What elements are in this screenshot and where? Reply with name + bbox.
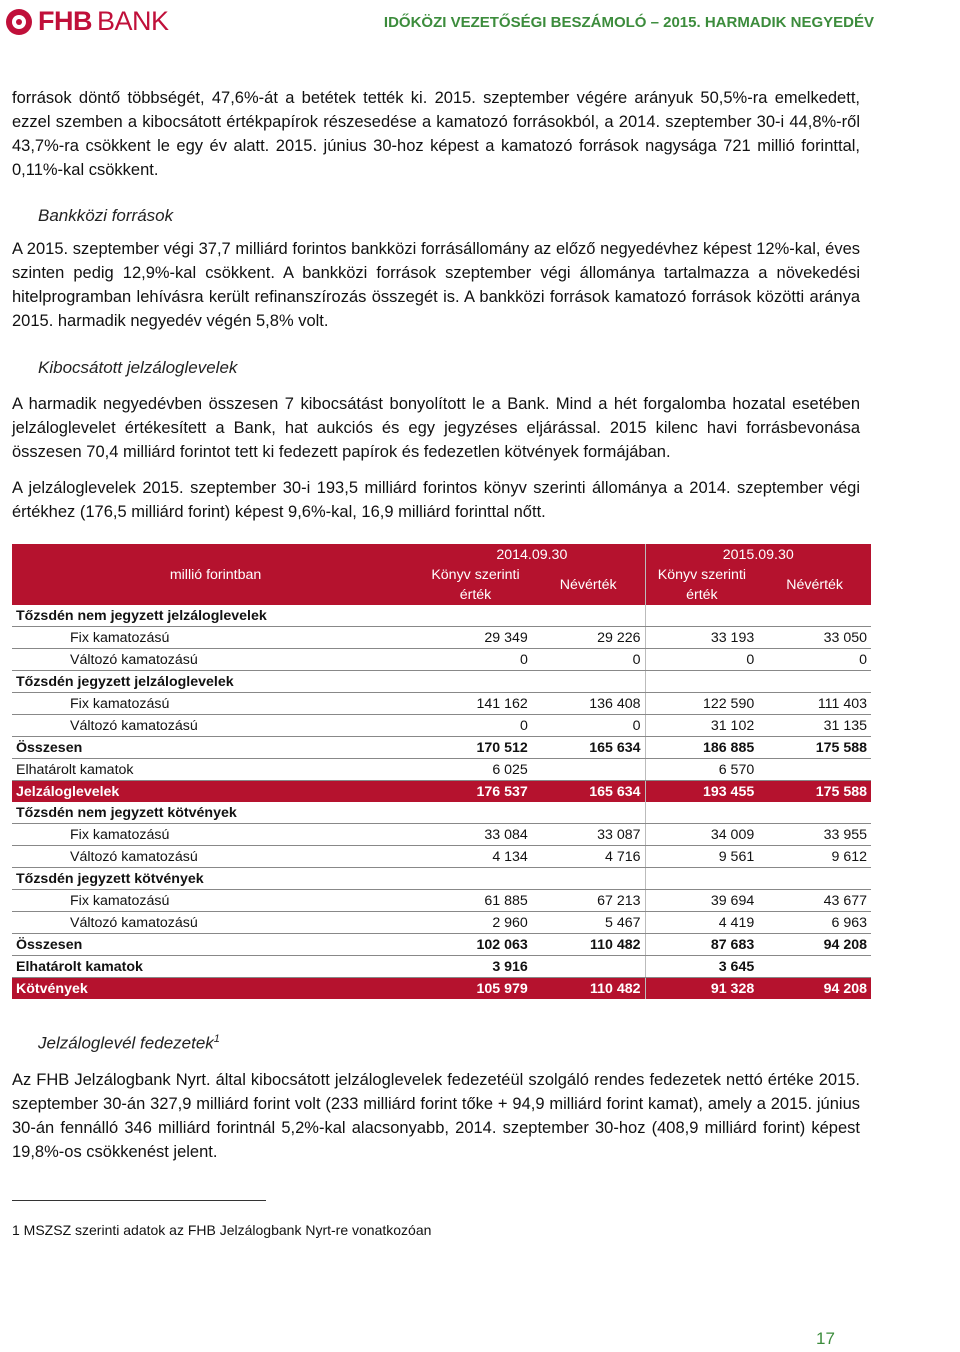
row-label: Elhatárolt kamatok <box>12 956 419 978</box>
row-value: 6 025 <box>419 759 532 781</box>
row-value: 165 634 <box>532 781 645 803</box>
logo-fhb-text: FHB <box>38 6 92 36</box>
footnote-marker: 1 <box>213 1033 220 1045</box>
row-value: 105 979 <box>419 978 532 1000</box>
row-value: 0 <box>419 715 532 737</box>
row-value: 175 588 <box>758 737 871 759</box>
row-label: Fix kamatozású <box>12 627 419 649</box>
row-value: 4 419 <box>645 912 758 934</box>
row-label: Fix kamatozású <box>12 693 419 715</box>
table-row <box>12 890 871 912</box>
row-value <box>758 868 871 890</box>
row-value: 87 683 <box>645 934 758 956</box>
row-value: 110 482 <box>532 978 645 1000</box>
row-value: 2 960 <box>419 912 532 934</box>
row-value: 0 <box>532 649 645 671</box>
row-value: 29 226 <box>532 627 645 649</box>
table-row <box>12 693 871 715</box>
row-value: 9 561 <box>645 846 758 868</box>
table-row <box>12 715 871 737</box>
row-value: 136 408 <box>532 693 645 715</box>
row-label: Összesen <box>12 934 419 956</box>
row-value: 170 512 <box>419 737 532 759</box>
fhb-bank-logo <box>6 6 169 37</box>
row-value: 186 885 <box>645 737 758 759</box>
row-value <box>758 605 871 627</box>
table-row <box>12 912 871 934</box>
row-value: 91 328 <box>645 978 758 1000</box>
row-label: Fix kamatozású <box>12 824 419 846</box>
row-value <box>419 605 532 627</box>
table-row <box>12 802 871 824</box>
table-row <box>12 934 871 956</box>
table-row <box>12 605 871 627</box>
row-value: 4 716 <box>532 846 645 868</box>
row-value: 31 135 <box>758 715 871 737</box>
row-value: 0 <box>758 649 871 671</box>
paragraph-issuance: A harmadik negyedévben összesen 7 kibocsátást bonyolított le a Bank. Mind a hét forgalomba hozatal esetében jelzáloglevelet értékesített a Bank, hat aukciós és egy jegyzéses eljárással. 2015 kilenc havi forrásbevonása összesen 70,4 milliárd forintot tett ki fedezett papírok és fedezetlen kötvények formájában. <box>12 395 860 461</box>
row-value <box>532 868 645 890</box>
row-value: 5 467 <box>532 912 645 934</box>
row-value: 0 <box>645 649 758 671</box>
row-value: 33 193 <box>645 627 758 649</box>
heading-mortgage-bonds: Kibocsátott jelzáloglevelek <box>38 358 238 377</box>
page-number: 17 <box>816 1329 835 1348</box>
table-row <box>12 868 871 890</box>
table-col-book-2015: Könyv szerinti érték <box>645 565 758 605</box>
row-value <box>532 802 645 824</box>
table-col-book-2014: Könyv szerinti érték <box>419 565 532 605</box>
row-value: 102 063 <box>419 934 532 956</box>
table-row <box>12 737 871 759</box>
row-label: Tőzsdén nem jegyzett jelzáloglevelek <box>12 605 419 627</box>
row-value: 122 590 <box>645 693 758 715</box>
row-value <box>758 956 871 978</box>
paragraph-interbank: A 2015. szeptember végi 37,7 milliárd forintos bankközi forrásállomány az előző negyedévhez képest 12%-kal, éves szinten pedig 12,9%-kal csökkent. A bankközi források szeptember végi állománya tartalmazza a növekedési hitelprogramban lehívásra került refinanszírozás összegét is. A bankközi források kamatozó források közötti aránya 2015. harmadik negyedév végén 5,8% volt. <box>12 240 860 330</box>
row-value: 31 102 <box>645 715 758 737</box>
row-value: 0 <box>532 715 645 737</box>
row-value: 4 134 <box>419 846 532 868</box>
table-row <box>12 824 871 846</box>
row-value: 94 208 <box>758 934 871 956</box>
row-label: Jelzáloglevelek <box>12 781 419 803</box>
table-date-2015: 2015.09.30 <box>645 544 871 565</box>
table-row <box>12 627 871 649</box>
row-value: 193 455 <box>645 781 758 803</box>
row-value: 67 213 <box>532 890 645 912</box>
heading-collateral-text: Jelzáloglevél fedezetek <box>38 1033 214 1053</box>
row-label: Fix kamatozású <box>12 890 419 912</box>
table-row <box>12 846 871 868</box>
table-row <box>12 759 871 781</box>
row-value: 94 208 <box>758 978 871 1000</box>
row-value: 111 403 <box>758 693 871 715</box>
row-value: 61 885 <box>419 890 532 912</box>
table-row <box>12 781 871 803</box>
logo-bank-text: BANK <box>97 6 169 36</box>
row-value: 110 482 <box>532 934 645 956</box>
row-value <box>532 671 645 693</box>
row-value: 29 349 <box>419 627 532 649</box>
row-value: 33 050 <box>758 627 871 649</box>
row-value: 176 537 <box>419 781 532 803</box>
row-value: 0 <box>419 649 532 671</box>
row-value <box>758 759 871 781</box>
row-value: 33 955 <box>758 824 871 846</box>
row-value: 33 087 <box>532 824 645 846</box>
row-label: Változó kamatozású <box>12 649 419 671</box>
row-label: Tőzsdén jegyzett jelzáloglevelek <box>12 671 419 693</box>
heading-collateral <box>38 1033 220 1054</box>
row-label: Változó kamatozású <box>12 715 419 737</box>
paragraph-portfolio: A jelzáloglevelek 2015. szeptember 30-i 193,5 milliárd forintos könyv szerinti állománya a 2014. szeptember végi értékhez (176,5 milliárd forint) képest 9,6%-kal, 16,9 milliárd forinttal nőtt. <box>12 479 860 521</box>
row-label: Változó kamatozású <box>12 912 419 934</box>
row-value <box>645 802 758 824</box>
row-label: Elhatárolt kamatok <box>12 759 419 781</box>
row-value <box>532 605 645 627</box>
row-label: Változó kamatozású <box>12 846 419 868</box>
table-unit-header: millió forintban <box>12 544 419 605</box>
row-label: Kötvények <box>12 978 419 1000</box>
row-value: 39 694 <box>645 890 758 912</box>
table-row <box>12 978 871 1000</box>
footnote-text: 1 MSZSZ szerinti adatok az FHB Jelzálogbank Nyrt-re vonatkozóan <box>12 1222 432 1238</box>
paragraph-sources: források döntő többségét, 47,6%-át a betétek tették ki. 2015. szeptember végére arányuk 50,5%-ra emelkedett, ezzel szemben a kibocsátott értékpapírok részesedése a kamatozó forrásokból, a 2014. szeptember 30-i 44,8%-ről 43,7%-ra csökkent le egy év alatt. 2015. június 30-hoz képest a kamatozó források nagysága 721 millió forinttal, 0,11%-kal csökkent. <box>12 89 860 179</box>
footnote-divider <box>12 1200 266 1201</box>
row-value <box>645 671 758 693</box>
paragraph-collateral: Az FHB Jelzálogbank Nyrt. által kibocsátott jelzáloglevelek fedezetéül szolgáló rendes fedezetek nettó értéke 2015. szeptember 30-án 327,9 milliárd forint volt (233 milliárd forint tőke + 94,9 milliárd forint kamat), amely a 2015. június 30-án fennálló 346 milliárd forintnál 5,2%-kal alacsonyabb, 2014. szeptember 30-hoz (408,9 milliárd forint) képest 19,8%-os csökkenést jelent. <box>12 1071 860 1161</box>
row-label: Összesen <box>12 737 419 759</box>
row-value <box>645 605 758 627</box>
row-value: 3 645 <box>645 956 758 978</box>
fhb-logo-icon <box>6 9 32 35</box>
row-value <box>419 802 532 824</box>
row-value: 175 588 <box>758 781 871 803</box>
row-value: 6 963 <box>758 912 871 934</box>
row-value: 43 677 <box>758 890 871 912</box>
page-header <box>0 0 960 40</box>
table-date-2014: 2014.09.30 <box>419 544 645 565</box>
row-value <box>532 759 645 781</box>
table-row <box>12 649 871 671</box>
row-value <box>419 671 532 693</box>
table-col-nominal-2014: Névérték <box>532 565 645 605</box>
row-value <box>758 671 871 693</box>
row-value <box>419 868 532 890</box>
row-value: 34 009 <box>645 824 758 846</box>
report-title: IDŐKÖZI VEZETŐSÉGI BESZÁMOLÓ – 2015. HARMADIK NEGYEDÉV <box>383 14 874 31</box>
row-value <box>532 956 645 978</box>
row-value: 165 634 <box>532 737 645 759</box>
row-value <box>758 802 871 824</box>
table-row <box>12 671 871 693</box>
row-value: 3 916 <box>419 956 532 978</box>
row-value: 6 570 <box>645 759 758 781</box>
row-value: 33 084 <box>419 824 532 846</box>
row-value: 141 162 <box>419 693 532 715</box>
table-row <box>12 956 871 978</box>
table-col-nominal-2015: Névérték <box>758 565 871 605</box>
row-value: 9 612 <box>758 846 871 868</box>
row-label: Tőzsdén jegyzett kötvények <box>12 868 419 890</box>
row-label: Tőzsdén nem jegyzett kötvények <box>12 802 419 824</box>
heading-interbank: Bankközi források <box>38 206 174 225</box>
row-value <box>645 868 758 890</box>
securities-table <box>12 544 871 999</box>
